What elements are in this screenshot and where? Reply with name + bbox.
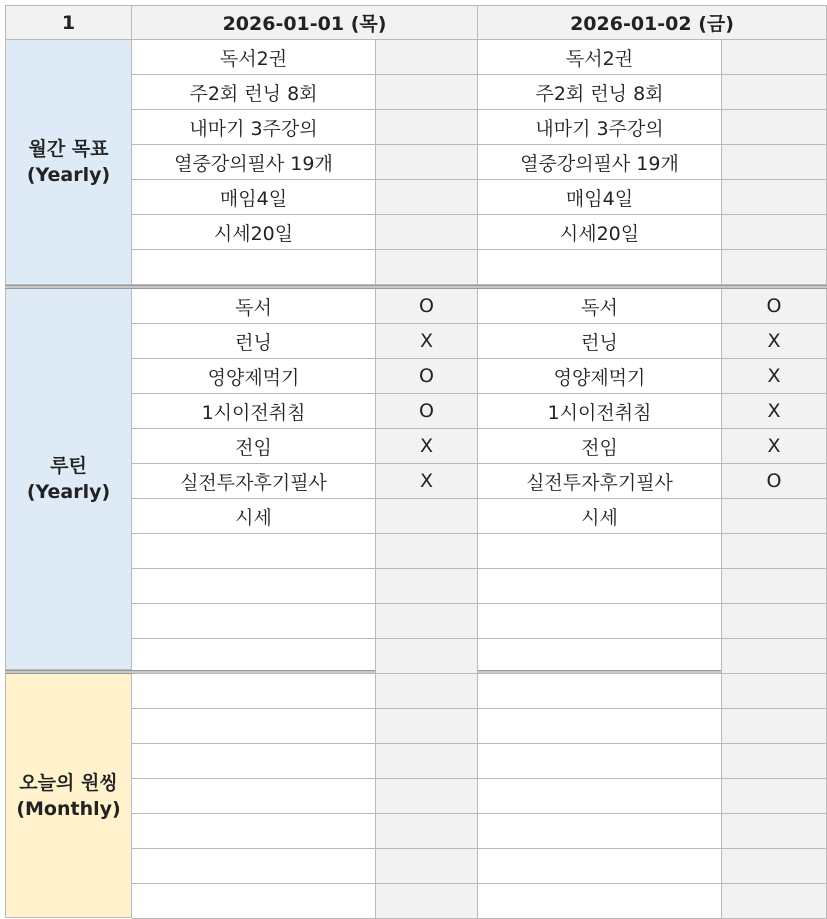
- section-label-monthly-goals[interactable]: [6, 40, 132, 285]
- section-title: 월간 목표: [28, 138, 109, 160]
- day2-item-cell[interactable]: [478, 744, 722, 779]
- day1-check-cell[interactable]: [376, 849, 478, 884]
- day2-check-cell[interactable]: [722, 779, 827, 814]
- day1-item-cell[interactable]: [132, 849, 376, 884]
- day2-item-cell[interactable]: 매임4일: [478, 180, 722, 215]
- day1-check-cell[interactable]: [376, 744, 478, 779]
- day1-item-cell[interactable]: 열중강의필사 19개: [132, 145, 376, 180]
- day1-item-cell[interactable]: 1시이전취침: [132, 394, 376, 429]
- day1-check-cell[interactable]: O: [376, 394, 478, 429]
- day1-check-cell[interactable]: [376, 884, 478, 919]
- day1-item-cell[interactable]: 내마기 3주강의: [132, 110, 376, 145]
- day2-check-cell[interactable]: [722, 534, 827, 569]
- day2-item-cell[interactable]: 전임: [478, 429, 722, 464]
- day2-item-cell[interactable]: [478, 534, 722, 569]
- day1-check-cell[interactable]: [376, 604, 478, 639]
- day1-item-cell[interactable]: 시세: [132, 499, 376, 534]
- day2-check-cell[interactable]: [722, 250, 827, 285]
- section-label-one-thing[interactable]: [6, 674, 132, 918]
- day2-check-cell[interactable]: [722, 709, 827, 744]
- day2-item-cell[interactable]: [478, 674, 722, 709]
- day2-item-cell[interactable]: 열중강의필사 19개: [478, 145, 722, 180]
- day1-check-cell[interactable]: [376, 75, 478, 110]
- day2-check-cell[interactable]: X: [722, 429, 827, 464]
- section-title: 루틴: [50, 455, 87, 477]
- day1-item-cell[interactable]: 매임4일: [132, 180, 376, 215]
- day2-check-cell[interactable]: [722, 814, 827, 849]
- day1-item-cell[interactable]: [132, 674, 376, 709]
- day2-check-cell[interactable]: [722, 604, 827, 639]
- day2-item-cell[interactable]: [478, 779, 722, 814]
- spreadsheet-grid: [5, 5, 827, 918]
- day1-item-cell[interactable]: [132, 744, 376, 779]
- section-subtitle: (Monthly): [16, 797, 121, 820]
- day1-item-cell[interactable]: 런닝: [132, 324, 376, 359]
- day1-check-cell[interactable]: [376, 499, 478, 534]
- day1-item-cell[interactable]: 독서2권: [132, 40, 376, 75]
- day2-check-cell[interactable]: [722, 215, 827, 250]
- day1-item-cell[interactable]: [132, 250, 376, 285]
- day2-check-cell[interactable]: X: [722, 324, 827, 359]
- day1-item-cell[interactable]: [132, 709, 376, 744]
- day1-item-cell[interactable]: [132, 604, 376, 639]
- day2-check-cell[interactable]: [722, 744, 827, 779]
- day2-item-cell[interactable]: 주2회 런닝 8회: [478, 75, 722, 110]
- header-date-day1[interactable]: 2026-01-01 (목): [132, 6, 478, 40]
- day2-check-cell[interactable]: [722, 499, 827, 534]
- day1-check-cell[interactable]: [376, 145, 478, 180]
- day2-check-cell[interactable]: [722, 110, 827, 145]
- day2-check-cell[interactable]: [722, 849, 827, 884]
- day1-check-cell[interactable]: X: [376, 429, 478, 464]
- day1-item-cell[interactable]: [132, 779, 376, 814]
- day1-item-cell[interactable]: 주2회 런닝 8회: [132, 75, 376, 110]
- day2-item-cell[interactable]: [478, 639, 722, 674]
- section-title: 오늘의 원씽: [19, 771, 118, 794]
- day2-item-cell[interactable]: 시세20일: [478, 215, 722, 250]
- day2-item-cell[interactable]: [478, 814, 722, 849]
- day1-item-cell[interactable]: 실전투자후기필사: [132, 464, 376, 499]
- day1-check-cell[interactable]: [376, 180, 478, 215]
- day2-item-cell[interactable]: [478, 884, 722, 919]
- day2-check-cell[interactable]: [722, 639, 827, 674]
- day2-check-cell[interactable]: O: [722, 289, 827, 324]
- day1-check-cell[interactable]: [376, 569, 478, 604]
- day2-item-cell[interactable]: [478, 849, 722, 884]
- day2-check-cell[interactable]: [722, 674, 827, 709]
- day2-check-cell[interactable]: [722, 75, 827, 110]
- day1-item-cell[interactable]: 전임: [132, 429, 376, 464]
- section-subtitle: (Yearly): [26, 481, 111, 503]
- day2-check-cell[interactable]: [722, 40, 827, 75]
- day1-item-cell[interactable]: 독서: [132, 289, 376, 324]
- day1-check-cell[interactable]: [376, 779, 478, 814]
- day1-item-cell[interactable]: [132, 639, 376, 674]
- day1-check-cell[interactable]: X: [376, 464, 478, 499]
- day2-check-cell[interactable]: [722, 569, 827, 604]
- day1-check-cell[interactable]: [376, 215, 478, 250]
- day2-item-cell[interactable]: 1시이전취침: [478, 394, 722, 429]
- section-label-routine[interactable]: [6, 289, 132, 670]
- day2-check-cell[interactable]: [722, 884, 827, 919]
- header-date-day2[interactable]: 2026-01-02 (금): [478, 6, 827, 40]
- header-corner-cell[interactable]: 1: [6, 6, 132, 40]
- day2-check-cell[interactable]: [722, 145, 827, 180]
- day1-check-cell[interactable]: O: [376, 289, 478, 324]
- day2-item-cell[interactable]: 내마기 3주강의: [478, 110, 722, 145]
- day1-item-cell[interactable]: 영양제먹기: [132, 359, 376, 394]
- day2-item-cell[interactable]: [478, 569, 722, 604]
- day1-check-cell[interactable]: [376, 814, 478, 849]
- day1-check-cell[interactable]: [376, 639, 478, 674]
- day1-check-cell[interactable]: [376, 250, 478, 285]
- day1-check-cell[interactable]: O: [376, 359, 478, 394]
- day1-check-cell[interactable]: [376, 709, 478, 744]
- day1-check-cell[interactable]: [376, 534, 478, 569]
- day2-item-cell[interactable]: 런닝: [478, 324, 722, 359]
- day1-item-cell[interactable]: 시세20일: [132, 215, 376, 250]
- day2-check-cell[interactable]: O: [722, 464, 827, 499]
- day2-item-cell[interactable]: [478, 250, 722, 285]
- day2-check-cell[interactable]: [722, 180, 827, 215]
- day2-item-cell[interactable]: 시세: [478, 499, 722, 534]
- day1-item-cell[interactable]: [132, 569, 376, 604]
- day1-item-cell[interactable]: [132, 814, 376, 849]
- day2-check-cell[interactable]: X: [722, 359, 827, 394]
- day2-item-cell[interactable]: 독서2권: [478, 40, 722, 75]
- section-subtitle: (Yearly): [26, 164, 111, 186]
- day2-item-cell[interactable]: [478, 604, 722, 639]
- day2-item-cell[interactable]: [478, 709, 722, 744]
- day1-check-cell[interactable]: [376, 40, 478, 75]
- day2-item-cell[interactable]: 독서: [478, 289, 722, 324]
- day2-item-cell[interactable]: 영양제먹기: [478, 359, 722, 394]
- day2-check-cell[interactable]: X: [722, 394, 827, 429]
- day1-check-cell[interactable]: [376, 674, 478, 709]
- day1-item-cell[interactable]: [132, 884, 376, 919]
- day1-check-cell[interactable]: [376, 110, 478, 145]
- day1-item-cell[interactable]: [132, 534, 376, 569]
- day1-check-cell[interactable]: X: [376, 324, 478, 359]
- day2-item-cell[interactable]: 실전투자후기필사: [478, 464, 722, 499]
